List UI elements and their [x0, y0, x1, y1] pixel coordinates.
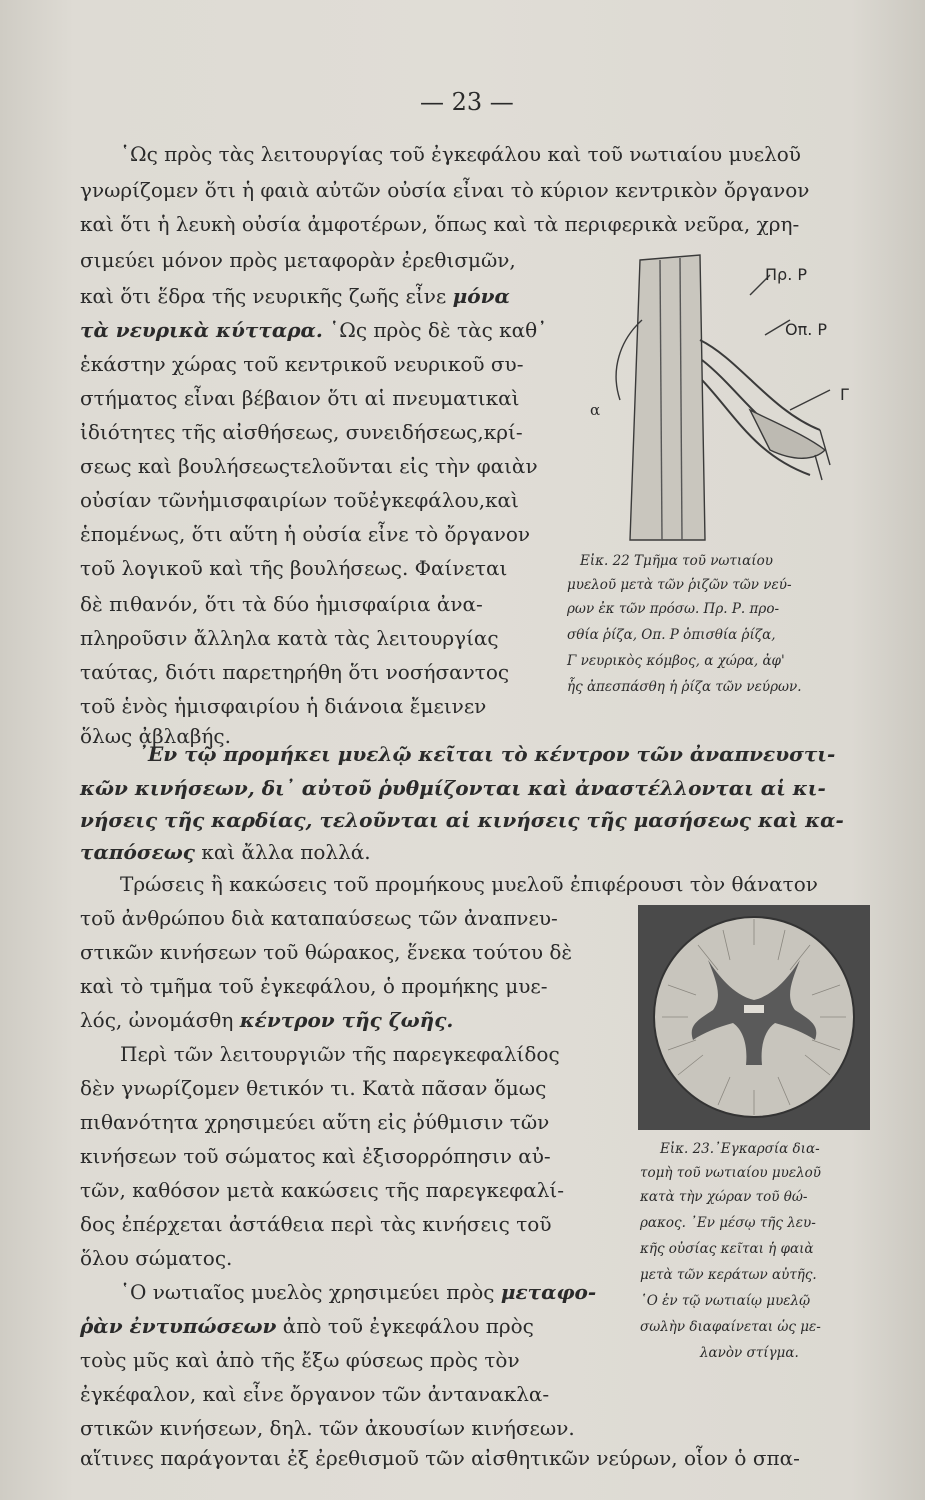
figure-label: Γ: [840, 385, 849, 404]
text-line: τοῦ ἀνθρώπου διὰ καταπαύσεως τῶν ἀναπνευ-: [80, 906, 558, 930]
text-line: ταύτας, διότι παρετηρήθη ὅτι νοσήσαντος: [80, 660, 510, 684]
text-fragment: ῾Ως πρὸς δὲ τὰς καθ᾽: [329, 318, 548, 342]
text-line: πληροῦσιν ἄλληλα κατὰ τὰς λειτουργίας: [80, 626, 499, 650]
text-line: καὶ τὸ τμῆμα τοῦ ἐγκεφάλου, ὁ προμήκης μυε-: [80, 974, 548, 998]
figure-23-caption: μετὰ τῶν κεράτων αὐτῆς.: [640, 1267, 817, 1283]
figure-22-caption: ρων ἐκ τῶν πρόσω. Πρ. Ρ. προ-: [567, 601, 780, 617]
figure-23-caption: ῾Ο ἐν τῷ νωτιαίῳ μυελῷ: [640, 1293, 811, 1309]
text-line: κινήσεων τοῦ σώματος καὶ ἐξισορρόπησιν αὐ-: [80, 1144, 551, 1168]
figure-23-caption: λανὸν στίγμα.: [700, 1345, 799, 1361]
text-line: γνωρίζομεν ὅτι ἡ φαιὰ αὐτῶν οὐσία εἶναι τὸ κύριον κεντρικὸν ὄργανον: [80, 178, 810, 202]
text-line: ὅλως ἀβλαβής.: [80, 724, 231, 748]
text-line: αἵτινες παράγονται ἐξ ἐρεθισμοῦ τῶν αἰσθητικῶν νεύρων, οἷον ὁ σπα-: [80, 1446, 800, 1470]
page-number: — 23 —: [420, 88, 514, 116]
text-fragment: καὶ ἄλλα πολλά.: [201, 840, 371, 864]
text-line: [80, 282, 510, 310]
text-line: ἰδιότητες τῆς αἰσθήσεως, συνειδήσεως,κρί-: [80, 420, 523, 444]
text-line: Περὶ τῶν λειτουργιῶν τῆς παρεγκεφαλίδος: [120, 1042, 560, 1066]
text-line: τοὺς μῦς καὶ ἀπὸ τῆς ἔξω φύσεως πρὸς τὸν: [80, 1348, 520, 1372]
figure-22-spinal-cord: [590, 240, 880, 550]
text-fragment: ἀπὸ τοῦ ἐγκεφάλου πρὸς: [282, 1314, 534, 1338]
text-line: τοῦ λογικοῦ καὶ τῆς βουλήσεως. Φαίνεται: [80, 556, 508, 580]
text-line: δὲ πιθανόν, ὅτι τὰ δύο ἡμισφαίρια ἀνα-: [80, 592, 483, 616]
text-line: καὶ ὅτι ἡ λευκὴ οὐσία ἀμφοτέρων, ὅπως καὶ τὰ περιφερικὰ νεῦρα, χρη-: [80, 212, 800, 236]
text-line: στήματος εἶναι βέβαιον ὅτι αἱ πνευματικαὶ: [80, 386, 520, 410]
text-line: στικῶν κινήσεων, δηλ. τῶν ἀκουσίων κινήσεων.: [80, 1416, 575, 1440]
text-fragment: καὶ ὅτι ἕδρα τῆς νευρικῆς ζωῆς εἶνε: [80, 284, 447, 308]
figure-22-caption: Γ νευρικὸς κόμβος, α χώρα, ἀφ': [567, 653, 785, 669]
text-line: σεως καὶ βουλήσεωςτελοῦνται εἰς τὴν φαιὰν: [80, 454, 538, 478]
figure-23-caption: κῆς οὐσίας κεῖται ἡ φαιὰ: [640, 1241, 814, 1257]
figure-23-caption: σωλὴν διαφαίνεται ὡς με-: [640, 1319, 821, 1335]
figure-23-caption: κατὰ τὴν χώραν τοῦ θώ-: [640, 1189, 808, 1205]
figure-23-caption: Εἰκ. 23.᾽Εγκαρσία δια-: [660, 1141, 820, 1157]
figure-22-caption: σθία ῥίζα, Οπ. Ρ ὀπισθία ῥίζα,: [567, 627, 776, 643]
bold-fragment: ῥὰν ἐντυπώσεων: [80, 1314, 277, 1338]
text-line: [80, 1006, 453, 1034]
figure-23-caption: ρακος. ᾽Εν μέσῳ τῆς λευ-: [640, 1215, 816, 1231]
text-line: [80, 1312, 534, 1340]
text-line: τῶν, καθόσον μετὰ κακώσεις τῆς παρεγκεφαλί-: [80, 1178, 565, 1202]
bold-fragment: ταπόσεως: [80, 840, 195, 864]
figure-23-caption: τομὴ τοῦ νωτιαίου μυελοῦ: [640, 1165, 821, 1181]
text-line: ὅλου σώματος.: [80, 1246, 233, 1270]
text-line: [80, 316, 547, 344]
text-line: δὲν γνωρίζομεν θετικόν τι. Κατὰ πᾶσαν ὅμως: [80, 1076, 547, 1100]
figure-22-caption: ἧς ἀπεσπάσθη ἡ ῥίζα τῶν νεύρων.: [567, 679, 802, 695]
text-line: [80, 838, 371, 866]
bold-fragment: μόνα: [452, 284, 510, 308]
text-line: στικῶν κινήσεων τοῦ θώρακος, ἕνεκα τούτου δὲ: [80, 940, 573, 964]
bold-fragment: τὰ νευρικὰ κύτταρα.: [80, 318, 323, 342]
text-line: νήσεις τῆς καρδίας, τελοῦνται αἱ κινήσεις τῆς μασήσεως καὶ κα-: [80, 808, 844, 832]
figure-23-cross-section: [638, 905, 870, 1130]
bold-fragment: μεταφο-: [500, 1280, 597, 1304]
figure-label: Πρ. Ρ: [765, 265, 808, 284]
text-line: ῾Ως πρὸς τὰς λειτουργίας τοῦ ἐγκεφάλου καὶ τοῦ νωτιαίου μυελοῦ: [120, 142, 801, 166]
text-line: σιμεύει μόνον πρὸς μεταφορὰν ἐρεθισμῶν,: [80, 248, 516, 272]
text-line: τοῦ ἑνὸς ἡμισφαιρίου ἡ διάνοια ἔμεινεν: [80, 694, 487, 718]
text-line: [120, 1278, 596, 1306]
figure-22-caption: μυελοῦ μετὰ τῶν ῥιζῶν τῶν νεύ-: [567, 577, 792, 593]
text-line: δος ἐπέρχεται ἀστάθεια περὶ τὰς κινήσεις τοῦ: [80, 1212, 552, 1236]
text-line: ἐγκέφαλον, καὶ εἶνε ὄργανον τῶν ἀντανακλα-: [80, 1382, 550, 1406]
text-line: κῶν κινήσεων, δι᾽ αὐτοῦ ῥυθμίζονται καὶ ἀναστέλλονται αἱ κι-: [80, 776, 826, 800]
text-fragment: λός, ὠνομάσθη: [80, 1008, 234, 1032]
text-line: οὐσίαν τῶνἡμισφαιρίων τοῦἐγκεφάλου,καὶ: [80, 488, 519, 512]
text-line: πιθανότητα χρησιμεύει αὕτη εἰς ῥύθμισιν τῶν: [80, 1110, 550, 1134]
bold-fragment: κέντρον τῆς ζωῆς.: [239, 1008, 454, 1032]
text-line: ᾽Εν τῷ προμήκει μυελῷ κεῖται τὸ κέντρον τῶν ἀναπνευστι-: [138, 742, 836, 766]
figure-label: Οπ. Ρ: [785, 320, 828, 339]
figure-label: α: [590, 401, 601, 419]
text-line: ἑκάστην χώρας τοῦ κεντρικοῦ νευρικοῦ συ-: [80, 352, 524, 376]
text-fragment: ῾Ο νωτιαῖος μυελὸς χρησιμεύει πρὸς: [120, 1280, 495, 1304]
text-line: Τρώσεις ἢ κακώσεις τοῦ προμήκους μυελοῦ ἐπιφέρουσι τὸν θάνατον: [120, 872, 818, 896]
text-line: ἑπομένως, ὅτι αὕτη ἡ οὐσία εἶνε τὸ ὄργανον: [80, 522, 531, 546]
figure-22-caption: Εἰκ. 22 Τμῆμα τοῦ νωτιαίου: [580, 553, 773, 569]
